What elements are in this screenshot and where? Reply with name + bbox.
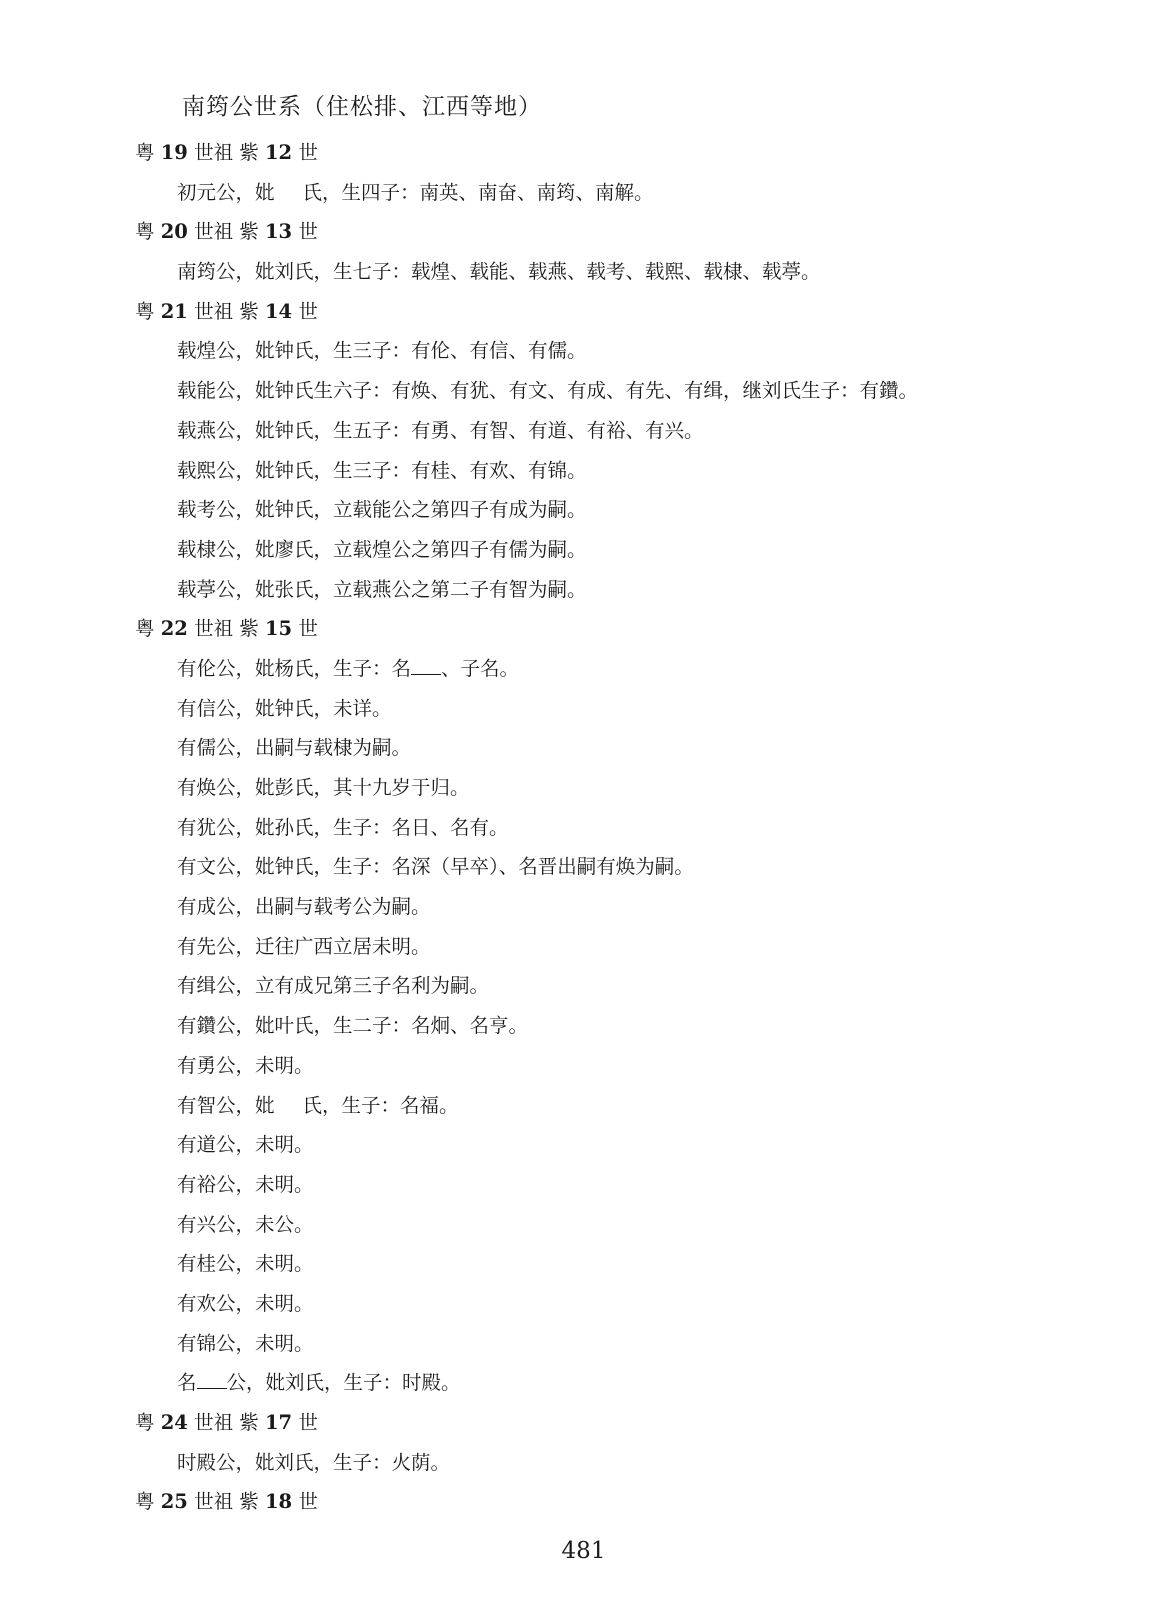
entry-text: 有文公，妣钟氏，生子：名深（早卒）、名晋出嗣有焕为嗣。: [177, 855, 694, 879]
yue-label: 粤: [135, 141, 155, 164]
entry-text: 有欢公，未明。: [177, 1291, 314, 1315]
genealogy-entry: [135, 1244, 1125, 1284]
entry-text: 南筠公，妣刘氏，生七子：载煌、载能、载燕、载考、载熙、载棣、载葶。: [177, 260, 821, 284]
genealogy-entry: [135, 1324, 1125, 1364]
yue-generation-number: 19: [160, 141, 188, 164]
genealogy-entry: [135, 847, 1125, 887]
entry-text: 有犹公，妣孙氏，生子：名日、名有。: [177, 815, 509, 839]
entry-text: 载熙公，妣钟氏，生三子：有桂、有欢、有锦。: [177, 458, 587, 482]
entry-text: 名: [177, 1371, 197, 1395]
zi-generation-number: 15: [264, 617, 293, 641]
page-number: 481: [561, 1538, 606, 1564]
entry-text: 有成公，出嗣与载考公为嗣。: [177, 895, 431, 919]
entry-text: 有锦公，未明。: [177, 1331, 314, 1355]
generation-suffix: 世: [298, 220, 318, 244]
yue-label: 粤: [135, 1490, 155, 1514]
entry-text: 有鑽公，妣叶氏，生二子：名炯、名亨。: [177, 1014, 529, 1038]
entry-text: 有智公，妣: [177, 1093, 275, 1117]
entry-text: 有缉公，立有成兄第三子名利为嗣。: [177, 974, 490, 998]
entry-text: 载棣公，妣廖氏，立载煌公之第四子有儒为嗣。: [177, 537, 587, 561]
generation-mid-label: 世祖 紫: [194, 617, 259, 641]
genealogy-entry: [135, 1046, 1125, 1086]
entry-text: 载考公，妣钟氏，立载能公之第四子有成为嗣。: [177, 498, 587, 522]
genealogy-entry: [135, 1443, 1125, 1483]
blank-underline: [411, 658, 441, 675]
genealogy-entry: [135, 728, 1125, 768]
genealogy-entry: [135, 1086, 1125, 1126]
genealogy-entry: [135, 1165, 1125, 1205]
zi-generation-number: 13: [264, 220, 293, 244]
entry-text-continued: 氏，生四子：南英、南奋、南筠、南解。: [302, 180, 654, 204]
genealogy-entry: [135, 1006, 1125, 1046]
genealogy-entry: [135, 768, 1125, 808]
yue-generation-number: 20: [160, 220, 188, 244]
entry-text: 有信公，妣钟氏，未详。: [177, 696, 392, 720]
entry-text: 载燕公，妣钟氏，生五子：有勇、有智、有道、有裕、有兴。: [177, 418, 704, 442]
yue-label: 粤: [135, 617, 155, 641]
genealogy-entry: [135, 808, 1125, 848]
yue-label: 粤: [135, 220, 155, 244]
generation-mid-label: 世祖 紫: [194, 299, 259, 323]
generation-suffix: 世: [298, 1490, 318, 1514]
yue-generation-number: 24: [160, 1411, 188, 1434]
genealogy-entry: [135, 331, 1125, 371]
generation-mid-label: 世祖 紫: [194, 1490, 259, 1514]
genealogy-entry: [135, 1363, 1125, 1403]
generation-heading: [135, 1482, 1125, 1522]
entry-text: 有兴公，未公。: [177, 1212, 314, 1236]
entry-text: 有儒公，出嗣与载棣为嗣。: [177, 736, 412, 760]
genealogy-entry: [135, 371, 1125, 411]
generation-heading: [135, 1403, 1125, 1443]
yue-label: 粤: [135, 1411, 155, 1434]
genealogy-entry: [135, 411, 1125, 451]
genealogy-entry: [135, 966, 1125, 1006]
genealogy-entry: [135, 649, 1125, 689]
generation-mid-label: 世祖 紫: [194, 1411, 259, 1434]
generation-heading: [135, 212, 1125, 252]
entry-text: 有裕公，未明。: [177, 1172, 314, 1196]
zi-generation-number: 18: [264, 1490, 293, 1514]
entry-text: 有先公，迁往广西立居未明。: [177, 934, 431, 958]
generation-suffix: 世: [298, 1411, 318, 1434]
yue-generation-number: 21: [160, 299, 188, 323]
entry-text: 有道公，未明。: [177, 1133, 314, 1157]
entry-text: 有桂公，未明。: [177, 1252, 314, 1276]
entry-text: 载葶公，妣张氏，立载燕公之第二子有智为嗣。: [177, 577, 587, 601]
generation-suffix: 世: [298, 141, 318, 164]
genealogy-entry: [135, 252, 1125, 292]
entry-text: 有焕公，妣彭氏，其十九岁于归。: [177, 776, 470, 799]
genealogy-entry: [135, 173, 1125, 213]
entry-text: 有勇公，未明。: [177, 1053, 314, 1077]
genealogy-entry: [135, 570, 1125, 610]
genealogy-entry: [135, 451, 1125, 491]
genealogy-entry: [135, 1284, 1125, 1324]
genealogy-entry: [135, 1125, 1125, 1165]
entry-text-continued: 、子名。: [441, 656, 520, 680]
generation-heading: [135, 292, 1125, 332]
yue-generation-number: 22: [160, 617, 188, 641]
generation-heading: [135, 133, 1125, 173]
blank-underline: [197, 1372, 227, 1389]
section-title: 南筠公世系（住松排、江西等地）: [182, 94, 542, 120]
yue-label: 粤: [135, 299, 155, 323]
entry-text-continued: 公，妣刘氏，生子：时殿。: [226, 1371, 461, 1395]
zi-generation-number: 12: [264, 141, 293, 164]
generation-suffix: 世: [298, 617, 318, 641]
entry-text: 载煌公，妣钟氏，生三子：有伦、有信、有儒。: [177, 339, 587, 363]
generation-mid-label: 世祖 紫: [194, 220, 259, 244]
genealogy-entry: [135, 1205, 1125, 1245]
genealogy-entry: [135, 530, 1125, 570]
genealogy-entry: [135, 887, 1125, 927]
genealogy-entry: [135, 927, 1125, 967]
generation-suffix: 世: [298, 299, 318, 323]
genealogy-entry: [135, 689, 1125, 729]
zi-generation-number: 17: [264, 1411, 293, 1434]
zi-generation-number: 14: [264, 299, 293, 323]
entry-text: 初元公，妣: [177, 180, 275, 204]
entry-text-continued: 氏，生子：名福。: [302, 1093, 459, 1117]
entry-text: 载能公，妣钟氏生六子：有焕、有犹、有文、有成、有先、有缉，继刘氏生子：有鑽。: [177, 379, 919, 403]
generation-heading: [135, 609, 1125, 649]
generation-mid-label: 世祖 紫: [194, 141, 259, 164]
yue-generation-number: 25: [160, 1490, 188, 1514]
genealogy-entry: [135, 490, 1125, 530]
entry-text: 有伦公，妣杨氏，生子：名: [177, 656, 412, 680]
entry-text: 时殿公，妣刘氏，生子：火荫。: [177, 1450, 451, 1474]
genealogy-content: [135, 133, 1125, 1522]
